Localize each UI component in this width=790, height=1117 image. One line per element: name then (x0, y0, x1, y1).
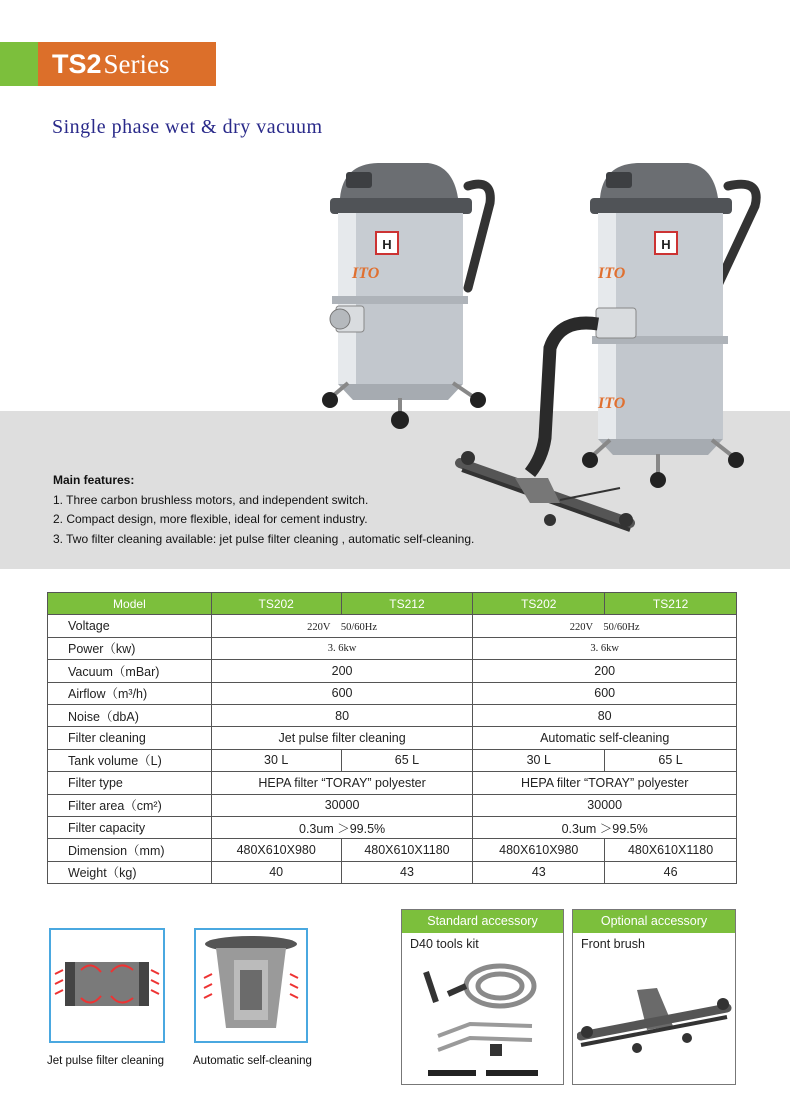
cell: 600 (473, 682, 737, 704)
cell: 220V 50/60Hz (473, 615, 737, 637)
self-cleaning-illustration (196, 930, 306, 1041)
jet-pulse-caption: Jet pulse filter cleaning (47, 1055, 164, 1067)
header-cell: TS212 (341, 593, 473, 615)
optional-accessory-label: Front brush (581, 937, 645, 951)
table-row (48, 861, 737, 883)
cell: 30 L (211, 749, 341, 771)
table-header-row (48, 593, 737, 615)
cell: 3. 6kw (211, 637, 473, 659)
cell: 480X610X980 (473, 839, 605, 861)
cell: 200 (211, 660, 473, 682)
feature-item: 3. Two filter cleaning available: jet pulse filter cleaning , automatic self-cleaning. (53, 531, 475, 546)
cell: 30000 (473, 794, 737, 816)
table-row (48, 637, 737, 659)
row-label: Airflow（m³/h) (48, 682, 212, 704)
row-label: Noise（dbA) (48, 704, 212, 726)
row-label: Voltage (48, 615, 212, 637)
cell: 43 (473, 861, 605, 883)
header-cell: TS202 (473, 593, 605, 615)
row-label: Filter area（cm²) (48, 794, 212, 816)
svg-text:H: H (661, 237, 671, 252)
cell: 480X610X1180 (341, 839, 473, 861)
row-label: Tank volume（L) (48, 749, 212, 771)
cell: HEPA filter “TORAY” polyester (473, 772, 737, 794)
table-row (48, 682, 737, 704)
brand-text-1: ITO (352, 265, 380, 282)
row-label: Filter type (48, 772, 212, 794)
row-label: Power（kw) (48, 637, 212, 659)
brand-text-2: ITO (598, 265, 626, 282)
table-row (48, 660, 737, 682)
cell: 220V 50/60Hz (211, 615, 473, 637)
feature-item: 1. Three carbon brushless motors, and independent switch. (53, 492, 369, 507)
row-label: Weight（kg) (48, 861, 212, 883)
spec-table (47, 592, 737, 884)
self-cleaning-caption: Automatic self-cleaning (193, 1055, 312, 1067)
front-brush-illustration (577, 970, 733, 1080)
cell: 43 (341, 861, 473, 883)
standard-accessory-header: Standard accessory (402, 910, 563, 933)
optional-accessory-header: Optional accessory (573, 910, 735, 933)
cell: Automatic self-cleaning (473, 727, 737, 749)
cell: 80 (473, 704, 737, 726)
cell: 40 (211, 861, 341, 883)
cell: 30000 (211, 794, 473, 816)
header-cell: TS202 (211, 593, 341, 615)
cell: 480X610X1180 (605, 839, 737, 861)
series-code: TS2 (52, 48, 102, 79)
cell: 200 (473, 660, 737, 682)
standard-accessory-box (401, 909, 564, 1085)
cell: 80 (211, 704, 473, 726)
row-label: Filter cleaning (48, 727, 212, 749)
series-word: Series (103, 48, 170, 79)
header-cell: TS212 (605, 593, 737, 615)
optional-accessory-box (572, 909, 736, 1085)
cell: HEPA filter “TORAY” polyester (211, 772, 473, 794)
row-label: Dimension（mm) (48, 839, 212, 861)
tools-kit-illustration (408, 954, 558, 1082)
self-cleaning-diagram (194, 928, 308, 1043)
row-label: Vacuum（mBar) (48, 660, 212, 682)
main-features (53, 471, 474, 549)
table-row (48, 749, 737, 771)
table-row (48, 794, 737, 816)
features-title: Main features: (53, 473, 135, 487)
cell: 480X610X980 (211, 839, 341, 861)
cell: 600 (211, 682, 473, 704)
badge-orange-block (38, 42, 216, 86)
series-badge (0, 42, 216, 86)
feature-item: 2. Compact design, more flexible, ideal for cement industry. (53, 512, 368, 526)
page-subtitle: Single phase wet & dry vacuum (52, 116, 323, 138)
jet-pulse-illustration (51, 930, 163, 1041)
cell: 46 (605, 861, 737, 883)
row-label: Filter capacity (48, 816, 212, 838)
jet-pulse-diagram (49, 928, 165, 1043)
svg-text:ITO: ITO (598, 395, 626, 412)
cell: 0.3um ＞99.5% (473, 816, 737, 838)
cell: 65 L (605, 749, 737, 771)
cell: 3. 6kw (473, 637, 737, 659)
table-row (48, 816, 737, 838)
cell: 0.3um ＞99.5% (211, 816, 473, 838)
table-row (48, 772, 737, 794)
table-row (48, 615, 737, 637)
badge-green-block (0, 42, 38, 86)
table-row (48, 727, 737, 749)
table-row (48, 839, 737, 861)
cell: 65 L (341, 749, 473, 771)
standard-accessory-label: D40 tools kit (410, 937, 479, 951)
cell: Jet pulse filter cleaning (211, 727, 473, 749)
svg-text:H: H (382, 237, 392, 252)
cell: 30 L (473, 749, 605, 771)
vacuum-ts212-photo (450, 158, 780, 543)
header-cell: Model (48, 593, 212, 615)
table-row (48, 704, 737, 726)
